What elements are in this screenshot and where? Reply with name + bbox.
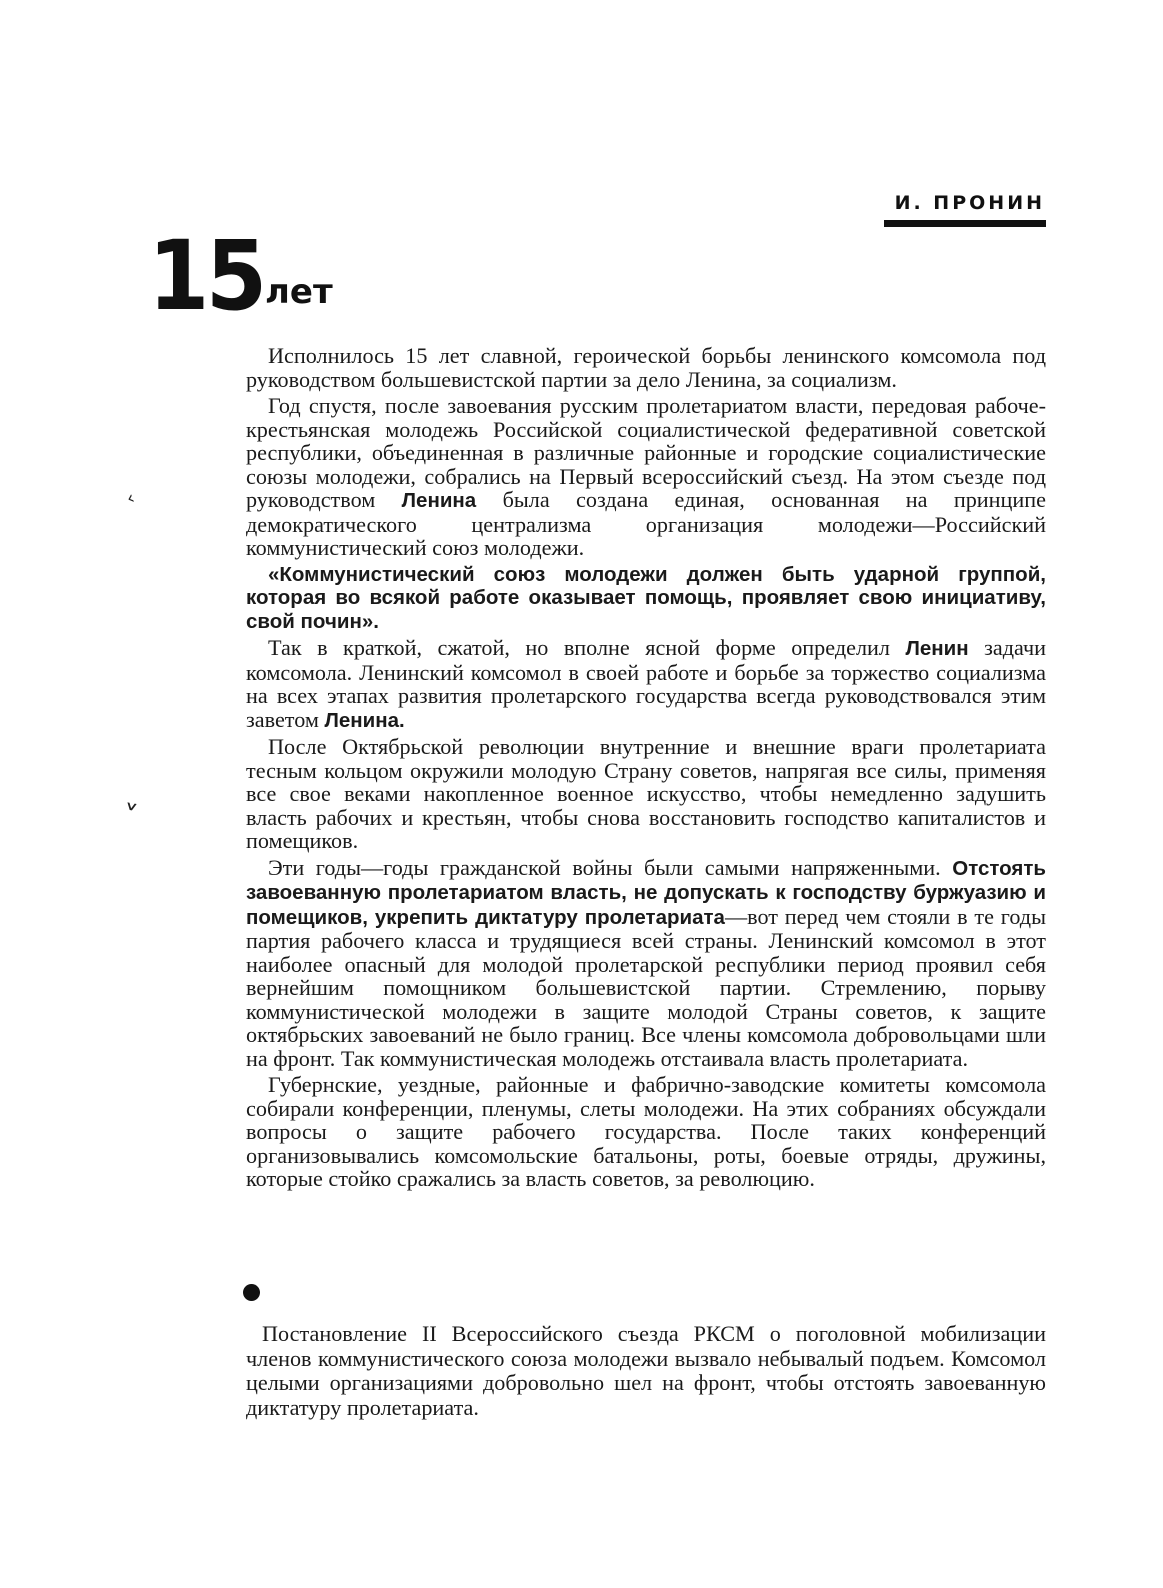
paragraph-3 — [246, 636, 1046, 732]
lenin-quote: «Коммунистический союз молодежи должен быть ударной группой, которая во всякой работе оказывает помощь, проявляет свою инициативу, свой почин». — [246, 562, 1046, 633]
title-number: 15 — [148, 220, 264, 332]
footer-section — [246, 1322, 1046, 1420]
author-name: И. ПРОНИН — [894, 192, 1045, 214]
paragraph-2-text-b: была создана единая, основанная на принципе демократического централизма организация молодежи—Российский коммунистический союз молодежи. — [246, 487, 1047, 560]
footer-paragraph: Постановление II Всероссийского съезда РКСМ о поголовной мобилизации членов коммунистического союза молодежи вызвало небывалый подъем. Комсомол целыми организациями добровольно шел на фронт, чтобы отстоять завоеванную диктатуру пролетариата. — [246, 1321, 1046, 1420]
paragraph-6: Губернские, уездные, районные и фабрично-заводские комитеты комсомола собирали конференции, пленумы, слеты молодежи. На этих собраниях обсуждали вопросы о защите рабочего государства. После таких конференций организовывались комсомольские батальоны, роты, боевые отряды, дружины, которые стойко сражались за власть советов, за революцию. — [246, 1072, 1046, 1191]
paragraph-4: После Октябрьской революции внутренние и внешние враги пролетариата тесным кольцом окружили молодую Страну советов, напрягая все силы, применяя все свое веками накопленное военное искусство, чтобы немедленно задушить власть рабочих и крестьян, чтобы снова восстановить господство капиталистов и помещиков. — [246, 734, 1046, 853]
paragraph-5 — [246, 856, 1046, 1071]
paragraph-1: Исполнилось 15 лет славной, героической борьбы ленинского комсомола под руководством большевистской партии за дело Ленина, за социализм. — [246, 343, 1046, 392]
article-body — [246, 344, 1046, 1194]
margin-check-mark: ˅ — [119, 798, 140, 837]
lenin-emphasis: Ленин — [905, 637, 969, 660]
title-word: лет — [265, 272, 333, 312]
paragraph-2 — [246, 394, 1046, 560]
paragraph-3-text-b: задачи комсомола. Ленинский комсомол в своей работе и борьбе за торжество социализма на всех этапах развития пролетарского государства всегда руководствовался этим заветом — [246, 635, 1046, 732]
slogan-emphasis: Отстоять завоеванную пролетариатом власть, не допускать к господству буржуазию и помещиков, укрепить диктатуру пролетариата — [246, 856, 1046, 929]
paragraph-5-text-b: —вот перед чем стояли в те годы партия рабочего класса и трудящиеся всей страны. Ленинский комсомол в этот наиболее опасный для молодой пролетарской республики период проявил себя вернейшим помощником большевистской партии. Стремлению, порыву коммунистической молодежи в защите молодой Страны советов, к защите октябрьских завоеваний не было границ. Все члены комсомола добровольцами шли на фронт. Так коммунистическая молодежь отстаивала власть пролетариата. — [246, 903, 1046, 1071]
paragraph-3-text-a: Так в краткой, сжатой, но вполне ясной форме определил — [268, 635, 906, 660]
paragraph-5-text-a: Эти годы—годы гражданской войны были самыми напряженными. — [268, 854, 953, 880]
lenin-emphasis: Ленина — [401, 489, 477, 512]
paragraph-2-text-a: Год спустя, после завоевания русским пролетариатом власти, передовая рабоче-крестьянская молодежь Российской социалистической федеративной советской республики, объединенная в различные районные и городские социалистические союзы молодежи, собрались на Первый всероссийский съезд. На этом съезде под руководством — [246, 393, 1046, 512]
section-bullet — [243, 1284, 260, 1301]
margin-tick-mark: ‹ — [123, 487, 138, 510]
author-underline — [884, 220, 1046, 227]
lenin-emphasis: Ленина. — [324, 708, 405, 732]
